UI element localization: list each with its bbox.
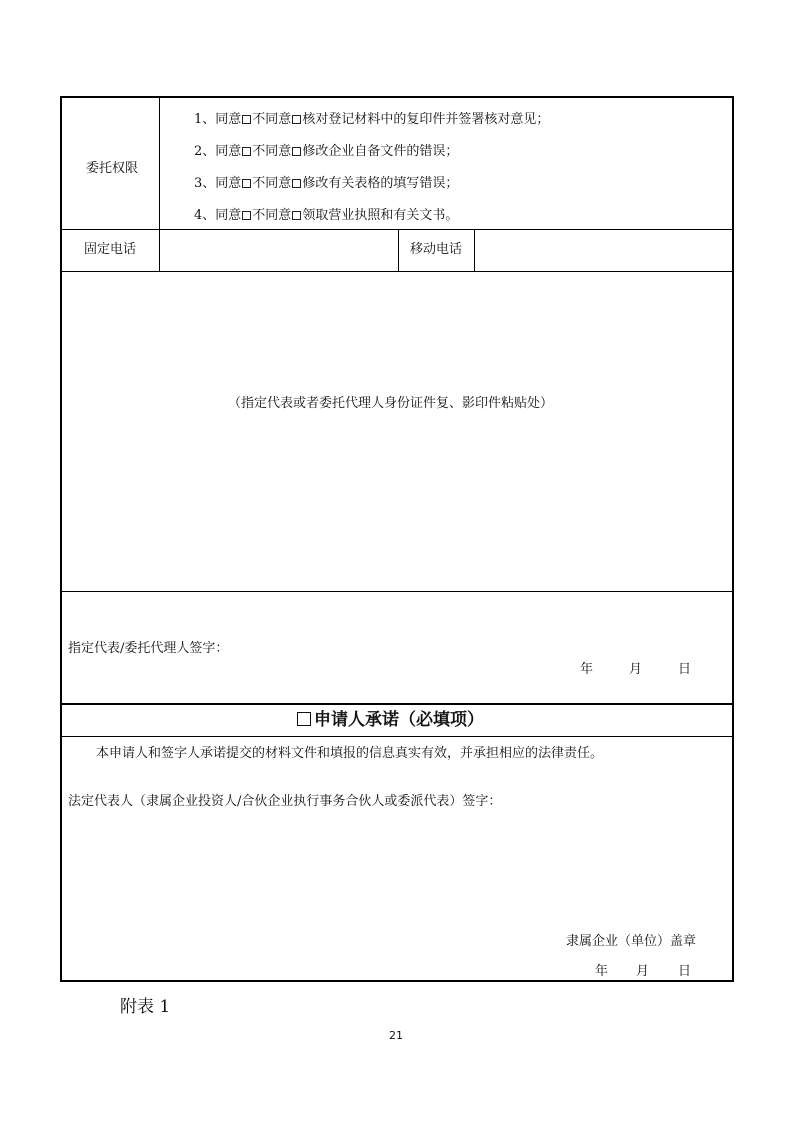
agree-label: 同意 xyxy=(215,112,242,127)
legal-rep-signature-label: 法定代表人（隶属企业投资人/合伙企业执行事务合伙人或委派代表）签字： xyxy=(68,794,502,809)
agree-label: 同意 xyxy=(215,208,242,223)
column-divider xyxy=(474,229,475,271)
disagree-label: 不同意 xyxy=(252,144,292,159)
item-number: 1、 xyxy=(194,112,216,127)
authorization-item xyxy=(194,176,458,192)
item-text: 领取营业执照和有关文书。 xyxy=(302,208,459,223)
commitment-statement: 本申请人和签字人承诺提交的材料文件和填报的信息真实有效，并承担相应的法律责任。 xyxy=(96,746,604,761)
column-divider xyxy=(398,229,399,271)
agree-label: 同意 xyxy=(215,176,242,191)
page-number: 21 xyxy=(389,1029,403,1042)
disagree-checkbox[interactable] xyxy=(292,211,301,220)
commitment-heading xyxy=(297,710,484,730)
commitment-title: 申请人承诺（必填项） xyxy=(314,710,484,730)
landline-label: 固定电话 xyxy=(84,242,137,257)
row-divider xyxy=(61,736,733,737)
disagree-checkbox[interactable] xyxy=(292,115,301,124)
agree-checkbox[interactable] xyxy=(242,115,251,124)
row-divider xyxy=(61,229,733,230)
agree-checkbox[interactable] xyxy=(242,211,251,220)
item-text: 修改有关表格的填写错误； xyxy=(302,176,459,191)
commitment-date-day: 日 xyxy=(678,964,692,979)
agree-checkbox[interactable] xyxy=(242,147,251,156)
agent-date-year: 年 xyxy=(580,662,594,677)
authorization-item xyxy=(194,112,549,128)
commitment-date-year: 年 xyxy=(595,964,609,979)
id-copy-placeholder: （指定代表或者委托代理人身份证件复、影印件粘贴处） xyxy=(228,396,554,411)
item-number: 3、 xyxy=(194,176,216,191)
disagree-label: 不同意 xyxy=(252,208,292,223)
item-number: 4、 xyxy=(194,208,216,223)
disagree-label: 不同意 xyxy=(252,176,292,191)
agree-checkbox[interactable] xyxy=(242,179,251,188)
item-number: 2、 xyxy=(194,144,216,159)
agent-signature-label: 指定代表/委托代理人签字： xyxy=(68,641,229,656)
authorization-item xyxy=(194,208,458,224)
disagree-checkbox[interactable] xyxy=(292,147,301,156)
agree-label: 同意 xyxy=(215,144,242,159)
seal-label: 隶属企业（单位）盖章 xyxy=(566,934,697,949)
column-divider xyxy=(159,97,160,271)
row-divider xyxy=(61,591,733,592)
authorization-label: 委托权限 xyxy=(86,161,139,176)
commitment-checkbox[interactable] xyxy=(297,712,311,726)
item-text: 修改企业自备文件的错误； xyxy=(302,144,459,159)
commitment-date-month: 月 xyxy=(636,964,650,979)
attachment-label: 附表 1 xyxy=(120,997,171,1017)
agent-date-day: 日 xyxy=(678,662,692,677)
mobile-field[interactable] xyxy=(482,242,726,260)
landline-field[interactable] xyxy=(166,242,392,260)
authorization-item xyxy=(194,144,458,160)
row-divider xyxy=(61,703,733,705)
agent-date-month: 月 xyxy=(629,662,643,677)
id-copy-paste-area xyxy=(62,272,732,590)
item-text: 核对登记材料中的复印件并签署核对意见； xyxy=(302,112,550,127)
disagree-label: 不同意 xyxy=(252,112,292,127)
mobile-label: 移动电话 xyxy=(410,242,463,257)
disagree-checkbox[interactable] xyxy=(292,179,301,188)
